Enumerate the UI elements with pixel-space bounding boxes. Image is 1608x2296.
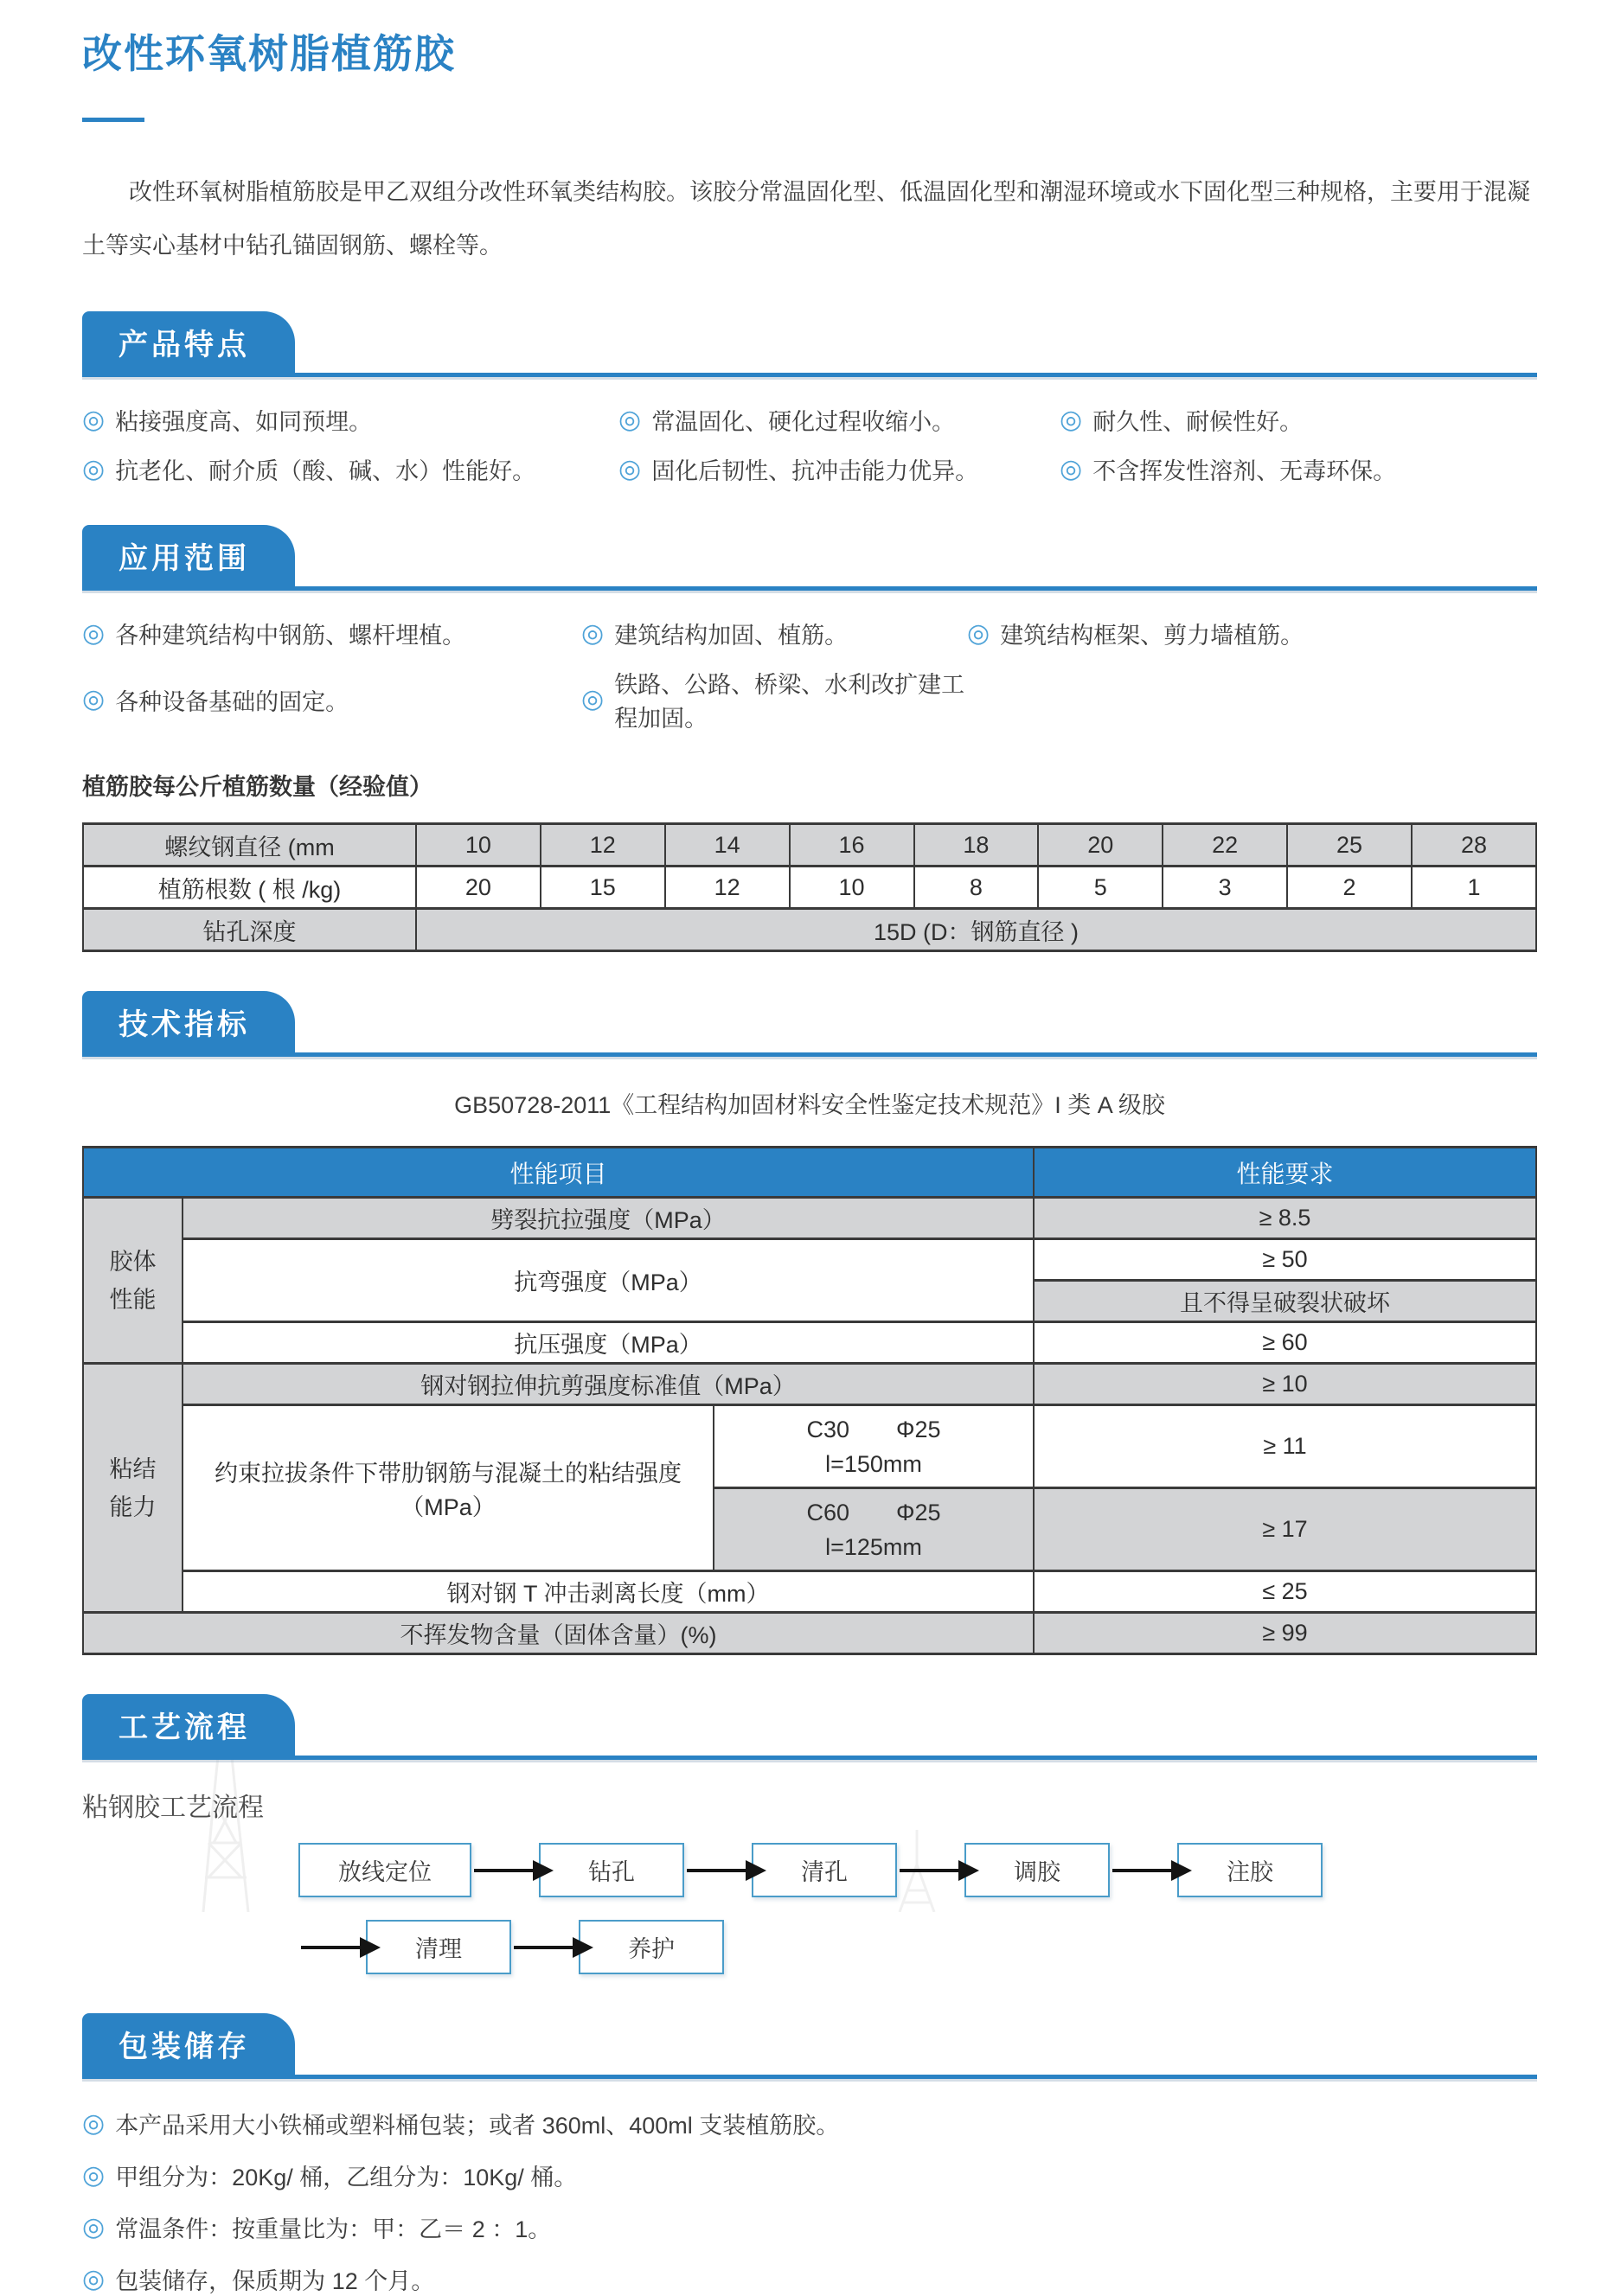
header-requirement: 性能要求 (1034, 1148, 1536, 1198)
bullseye-icon: ◎ (967, 618, 990, 648)
condition-cell (714, 1488, 1034, 1571)
table-row (83, 1364, 1536, 1405)
diameter-cell: 10 (416, 824, 541, 867)
arrow-right-icon (687, 1869, 749, 1872)
diameter-cell: 14 (665, 824, 790, 867)
section-title-process: 工艺流程 (119, 1711, 250, 1744)
section-tab-process (82, 1694, 295, 1756)
packaging-text: 本产品采用大小铁桶或塑料桶包装；或者 360ml、400ml 支装植筋胶。 (115, 2113, 840, 2139)
list-item (82, 666, 581, 733)
table-row (83, 867, 1536, 909)
requirement-value: ≥ 11 (1034, 1405, 1536, 1488)
flow-step: 清理 (366, 1920, 511, 1974)
requirement-value: ≥ 10 (1034, 1364, 1536, 1405)
table-header-row (83, 1148, 1536, 1198)
list-item (82, 403, 618, 437)
row-label: 钻孔深度 (83, 909, 416, 951)
condition-cell (714, 1405, 1034, 1488)
requirement-value: ≥ 8.5 (1034, 1198, 1536, 1239)
bullseye-icon: ◎ (581, 685, 605, 713)
diameter-cell: 28 (1412, 824, 1536, 867)
bullseye-icon: ◎ (82, 2160, 106, 2190)
section-title-features: 产品特点 (119, 329, 250, 361)
section-tab-packaging (82, 2013, 295, 2075)
application-text: 建筑结构框架、剪力墙植筋。 (1000, 623, 1304, 649)
list-item (82, 617, 581, 650)
tech-spec-table (82, 1146, 1537, 1655)
section-title-applications: 应用范围 (119, 542, 250, 575)
list-item (82, 2210, 1537, 2244)
table-row (83, 1198, 1536, 1239)
list-item (82, 2262, 1537, 2296)
table-row (83, 824, 1536, 867)
bullseye-icon: ◎ (82, 2264, 106, 2293)
bullseye-icon: ◎ (618, 405, 642, 434)
requirement-value: ≥ 99 (1034, 1613, 1536, 1654)
bullseye-icon: ◎ (82, 405, 106, 434)
feature-text: 不含挥发性溶剂、无毒环保。 (1092, 458, 1397, 484)
bullseye-icon: ◎ (581, 618, 605, 648)
flow-row-2 (298, 1920, 1537, 1974)
diameter-cell: 12 (541, 824, 665, 867)
count-cell: 20 (416, 867, 541, 909)
list-item (581, 617, 967, 650)
rebar-count-table (82, 822, 1537, 952)
section-tech-header (82, 990, 1537, 1057)
list-item (581, 666, 967, 733)
requirement-value: ≥ 60 (1034, 1322, 1536, 1364)
feature-text: 抗老化、耐介质（酸、碱、水）性能好。 (115, 458, 536, 484)
requirement-value: ≥ 17 (1034, 1488, 1536, 1571)
application-text: 各种设备基础的固定。 (115, 688, 349, 715)
flow-step: 注胶 (1177, 1843, 1323, 1897)
list-item (1060, 452, 1537, 486)
arrow-right-icon (474, 1869, 536, 1872)
intro-paragraph: 改性环氧树脂植筋胶是甲乙双组分改性环氧类结构胶。该胶分常温固化型、低温固化型和潮湿环境或水下固化型三种规格，主要用于混凝土等实心基材中钻孔锚固钢筋、螺栓等。 (82, 179, 1530, 259)
bullseye-icon: ◎ (82, 2108, 106, 2138)
section-applications-header (82, 524, 1537, 591)
section-rule (82, 1756, 1537, 1760)
application-text: 铁路、公路、桥梁、水利改扩建工程加固。 (614, 672, 965, 732)
table-row (83, 909, 1536, 951)
property-name: 不挥发物含量（固体含量）(%) (83, 1613, 1034, 1654)
condition-line: C60 Φ25 (806, 1499, 941, 1525)
feature-text: 固化后韧性、抗冲击能力优异。 (651, 458, 979, 484)
flow-step: 清孔 (752, 1843, 897, 1897)
section-title-tech: 技术指标 (119, 1008, 250, 1041)
feature-text: 常温固化、硬化过程收缩小。 (651, 409, 956, 435)
property-name: 抗弯强度（MPa） (183, 1239, 1034, 1322)
property-name: 钢对钢拉伸抗剪强度标准值（MPa） (183, 1364, 1034, 1405)
condition-line: l=125mm (825, 1533, 922, 1560)
bullseye-icon: ◎ (82, 454, 106, 483)
features-list (82, 403, 1537, 486)
list-item (82, 2107, 1537, 2140)
requirement-value: 且不得呈破裂状破坏 (1034, 1281, 1536, 1322)
title-underline (82, 118, 144, 122)
section-title-packaging: 包装储存 (119, 2031, 250, 2063)
count-cell: 12 (665, 867, 790, 909)
diameter-cell: 25 (1287, 824, 1412, 867)
flow-step: 放线定位 (298, 1843, 471, 1897)
section-rule (82, 1052, 1537, 1057)
arrow-right-icon (1112, 1869, 1175, 1872)
list-item (82, 452, 618, 486)
bullseye-icon: ◎ (1060, 405, 1083, 434)
requirement-value: ≥ 50 (1034, 1239, 1536, 1281)
list-item (618, 452, 1060, 486)
section-rule (82, 586, 1537, 591)
bullseye-icon: ◎ (82, 2212, 106, 2242)
diameter-cell: 20 (1038, 824, 1163, 867)
list-item (967, 617, 1537, 650)
count-cell: 10 (790, 867, 914, 909)
count-cell: 3 (1163, 867, 1287, 909)
arrow-right-icon (900, 1869, 962, 1872)
table-row (83, 1405, 1536, 1488)
row-label: 螺纹钢直径 (mm (83, 824, 416, 867)
count-cell: 5 (1038, 867, 1163, 909)
property-name: 劈裂抗拉强度（MPa） (183, 1198, 1034, 1239)
rebar-table-caption: 植筋胶每公斤植筋数量（经验值） (82, 774, 432, 800)
group-label-bond (83, 1364, 183, 1613)
packaging-text: 常温条件：按重量比为：甲：乙＝ 2 ：1。 (115, 2216, 552, 2242)
table-row (83, 1239, 1536, 1281)
section-rule (82, 373, 1537, 377)
section-tab-applications (82, 525, 295, 587)
list-item (82, 2158, 1537, 2192)
section-features-header (82, 310, 1537, 377)
requirement-value: ≤ 25 (1034, 1571, 1536, 1613)
header-item: 性能项目 (83, 1148, 1034, 1198)
flow-step: 养护 (579, 1920, 724, 1974)
standard-reference: GB50728-2011《工程结构加固材料安全性鉴定技术规范》I 类 A 级胶 (454, 1092, 1165, 1118)
condition-line: l=150mm (825, 1450, 922, 1477)
property-name: 约束拉拔条件下带肋钢筋与混凝土的粘结强度（MPa） (183, 1405, 714, 1571)
table-row (83, 1322, 1536, 1364)
feature-text: 耐久性、耐候性好。 (1092, 409, 1304, 435)
arrow-right-icon (514, 1946, 576, 1949)
page-title: 改性环氧树脂植筋胶 (82, 31, 456, 76)
diameter-cell: 22 (1163, 824, 1287, 867)
section-packaging-header (82, 2012, 1537, 2079)
bullseye-icon: ◎ (82, 685, 106, 713)
table-row (83, 1571, 1536, 1613)
count-cell: 15 (541, 867, 665, 909)
section-process-header (82, 1693, 1537, 1760)
depth-cell: 15D (D：钢筋直径 ) (416, 909, 1536, 951)
diameter-cell: 16 (790, 824, 914, 867)
bullseye-icon: ◎ (618, 454, 642, 483)
flow-step: 调胶 (964, 1843, 1110, 1897)
applications-list (82, 617, 1537, 733)
row-label: 植筋根数 ( 根 /kg) (83, 867, 416, 909)
packaging-text: 甲组分为：20Kg/ 桶，乙组分为：10Kg/ 桶。 (115, 2165, 578, 2190)
table-row (83, 1613, 1536, 1654)
bullseye-icon: ◎ (82, 618, 106, 648)
application-text: 建筑结构加固、植筋。 (614, 623, 849, 649)
list-item (618, 403, 1060, 437)
list-item (1060, 403, 1537, 437)
group-label-glue (83, 1198, 183, 1364)
packaging-text: 包装储存，保质期为 12 个月。 (115, 2268, 435, 2294)
property-name: 钢对钢 T 冲击剥离长度（mm） (183, 1571, 1034, 1613)
application-text: 各种建筑结构中钢筋、螺杆埋植。 (115, 623, 466, 649)
flow-caption: 粘钢胶工艺流程 (82, 1794, 264, 1822)
condition-line: C30 Φ25 (806, 1416, 941, 1442)
count-cell: 2 (1287, 867, 1412, 909)
count-cell: 8 (914, 867, 1039, 909)
arrow-right-icon (301, 1946, 363, 1949)
section-tab-features (82, 311, 295, 374)
property-name: 抗压强度（MPa） (183, 1322, 1034, 1364)
packaging-list (82, 2107, 1537, 2296)
flow-step: 钻孔 (539, 1843, 684, 1897)
section-tab-tech (82, 991, 295, 1053)
group-label-text: 粘结能力 (109, 1455, 157, 1520)
bullseye-icon: ◎ (1060, 454, 1083, 483)
group-label-text: 胶体性能 (109, 1248, 157, 1313)
section-rule (82, 2075, 1537, 2079)
diameter-cell: 18 (914, 824, 1039, 867)
count-cell: 1 (1412, 867, 1536, 909)
flow-row-1 (298, 1843, 1537, 1897)
feature-text: 粘接强度高、如同预埋。 (115, 409, 373, 435)
